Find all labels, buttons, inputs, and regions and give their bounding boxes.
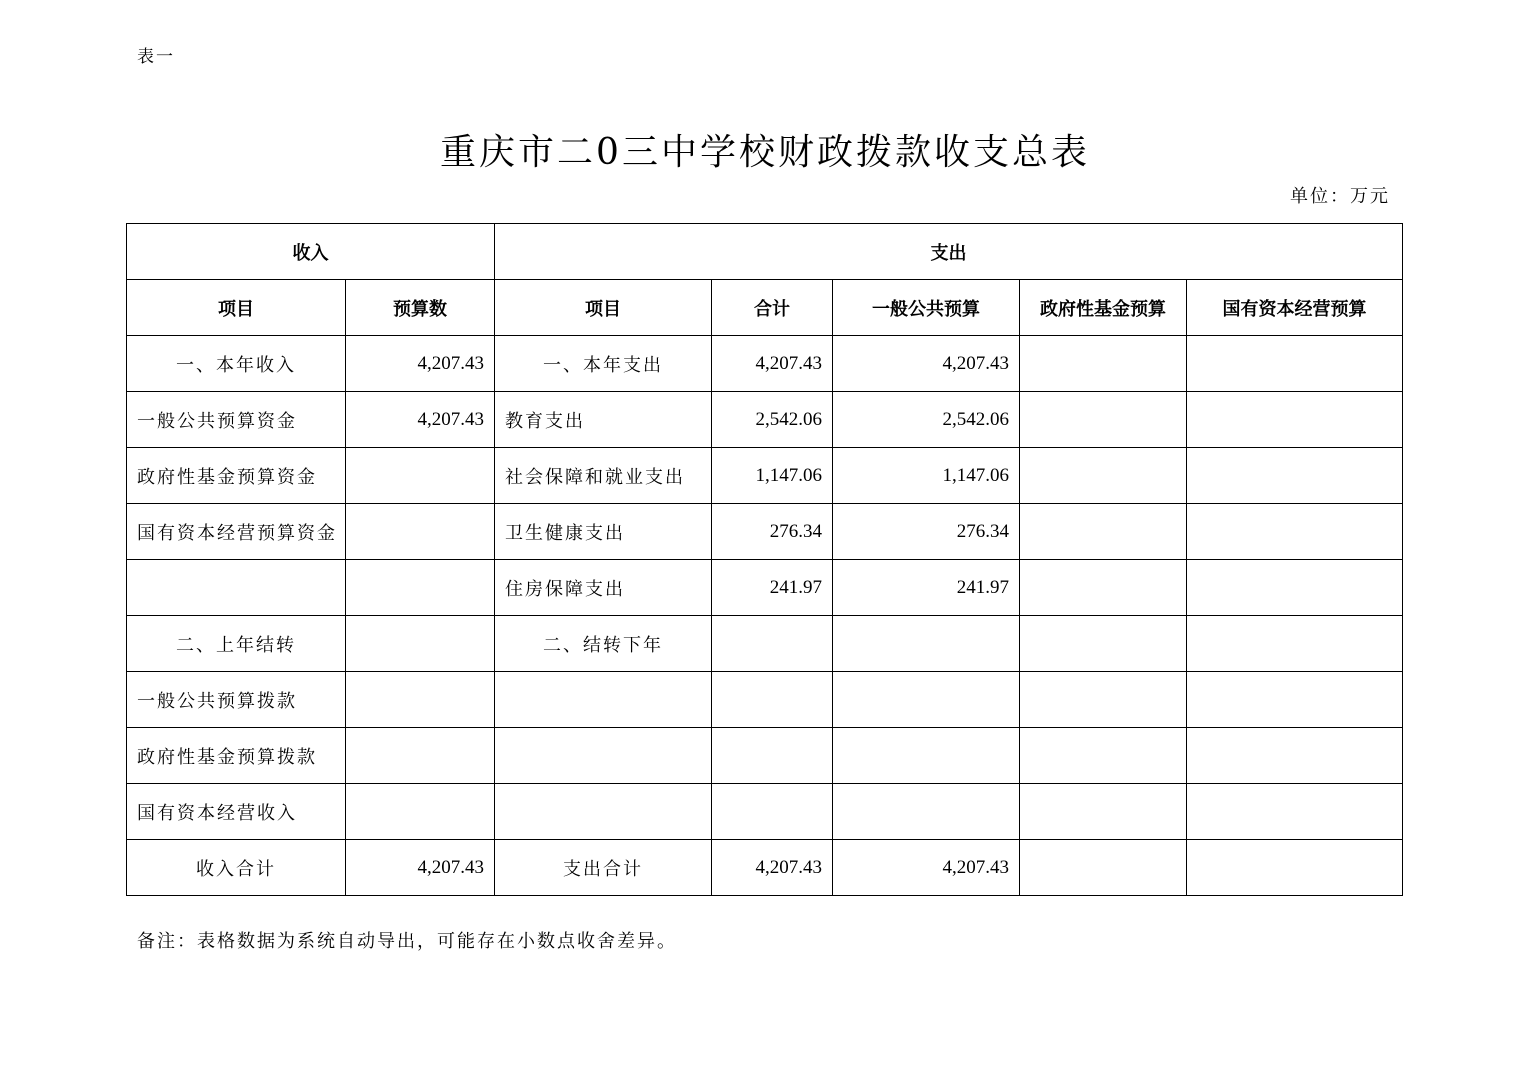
income-budget-cell [346,616,495,672]
income-item-cell: 一般公共预算资金 [127,392,346,448]
income-group-header: 收入 [127,224,495,280]
state-capital-budget-total [1187,840,1403,896]
table-row [127,672,1403,728]
general-public-budget-cell [833,672,1020,728]
expense-item-cell: 二、结转下年 [495,616,712,672]
general-public-budget-cell: 241.97 [833,560,1020,616]
state-capital-budget-cell [1187,392,1403,448]
table-row [127,616,1403,672]
income-item-cell: 一般公共预算拨款 [127,672,346,728]
government-fund-budget-cell [1020,672,1187,728]
expense-item-cell [495,672,712,728]
column-header-income-budget: 预算数 [346,280,495,336]
government-fund-budget-cell [1020,728,1187,784]
totals-row [127,840,1403,896]
column-header-state-capital-budget: 国有资本经营预算 [1187,280,1403,336]
government-fund-budget-cell [1020,392,1187,448]
state-capital-budget-cell [1187,616,1403,672]
general-public-budget-cell [833,616,1020,672]
column-header-government-fund-budget: 政府性基金预算 [1020,280,1187,336]
state-capital-budget-cell [1187,560,1403,616]
column-header-row [127,280,1403,336]
expense-item-cell [495,728,712,784]
expense-total-cell [712,616,833,672]
column-header-general-public-budget: 一般公共预算 [833,280,1020,336]
government-fund-budget-cell [1020,616,1187,672]
income-budget-cell [346,560,495,616]
table-label: 表一 [137,47,175,67]
income-total-value: 4,207.43 [346,840,495,896]
income-budget-cell [346,448,495,504]
income-item-cell: 政府性基金预算拨款 [127,728,346,784]
state-capital-budget-cell [1187,672,1403,728]
expense-total-label: 支出合计 [495,840,712,896]
income-budget-cell [346,728,495,784]
government-fund-budget-total [1020,840,1187,896]
general-public-budget-cell [833,728,1020,784]
table-row [127,448,1403,504]
expense-total-cell: 4,207.43 [712,336,833,392]
state-capital-budget-cell [1187,728,1403,784]
income-budget-cell: 4,207.43 [346,392,495,448]
general-public-budget-cell: 4,207.43 [833,336,1020,392]
income-budget-cell [346,504,495,560]
expense-item-cell: 教育支出 [495,392,712,448]
income-item-cell: 一、本年收入 [127,336,346,392]
table-row [127,728,1403,784]
expense-item-cell: 社会保障和就业支出 [495,448,712,504]
table-row [127,392,1403,448]
expense-total-value: 4,207.43 [712,840,833,896]
expense-item-cell: 卫生健康支出 [495,504,712,560]
unit-label: 单位：万元 [1290,186,1390,207]
income-item-cell: 政府性基金预算资金 [127,448,346,504]
expense-total-cell: 2,542.06 [712,392,833,448]
expense-total-cell [712,728,833,784]
expense-item-cell [495,784,712,840]
general-public-budget-cell [833,784,1020,840]
expense-item-cell: 住房保障支出 [495,560,712,616]
income-budget-cell [346,672,495,728]
general-public-budget-cell: 276.34 [833,504,1020,560]
table-row [127,504,1403,560]
group-header-row [127,224,1403,280]
state-capital-budget-cell [1187,448,1403,504]
table-row [127,336,1403,392]
income-budget-cell: 4,207.43 [346,336,495,392]
column-header-income-item: 项目 [127,280,346,336]
column-header-expense-item: 项目 [495,280,712,336]
income-item-cell: 国有资本经营收入 [127,784,346,840]
income-item-cell: 国有资本经营预算资金 [127,504,346,560]
general-public-budget-cell: 2,542.06 [833,392,1020,448]
general-public-budget-total: 4,207.43 [833,840,1020,896]
government-fund-budget-cell [1020,448,1187,504]
table-row [127,560,1403,616]
income-total-label: 收入合计 [127,840,346,896]
table-row [127,784,1403,840]
expense-total-cell: 241.97 [712,560,833,616]
general-public-budget-cell: 1,147.06 [833,448,1020,504]
expense-total-cell [712,784,833,840]
government-fund-budget-cell [1020,560,1187,616]
document-title: 重庆市二0三中学校财政拨款收支总表 [440,132,1090,174]
government-fund-budget-cell [1020,336,1187,392]
expense-total-cell [712,672,833,728]
expense-group-header: 支出 [495,224,1403,280]
income-item-cell: 二、上年结转 [127,616,346,672]
income-item-cell [127,560,346,616]
expense-total-cell: 276.34 [712,504,833,560]
government-fund-budget-cell [1020,784,1187,840]
column-header-total: 合计 [712,280,833,336]
state-capital-budget-cell [1187,784,1403,840]
state-capital-budget-cell [1187,336,1403,392]
budget-summary-table [126,223,1403,896]
government-fund-budget-cell [1020,504,1187,560]
income-budget-cell [346,784,495,840]
footnote: 备注：表格数据为系统自动导出，可能存在小数点收舍差异。 [137,931,677,952]
expense-item-cell: 一、本年支出 [495,336,712,392]
state-capital-budget-cell [1187,504,1403,560]
expense-total-cell: 1,147.06 [712,448,833,504]
